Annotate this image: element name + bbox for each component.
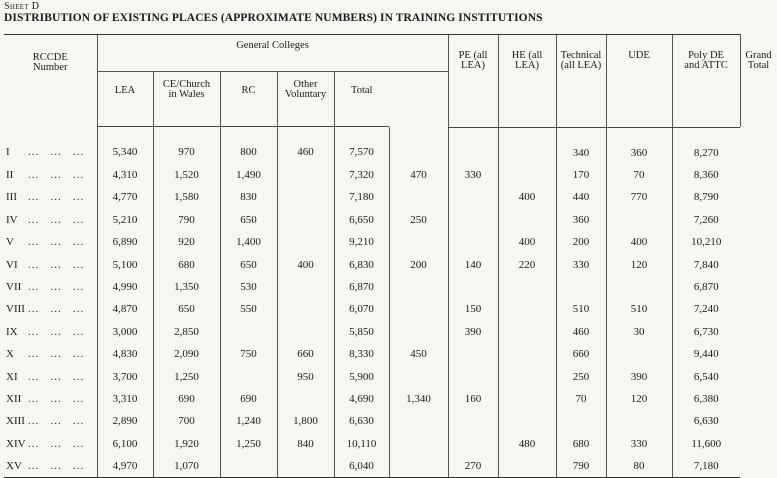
cell-total: 6,070	[334, 298, 389, 320]
cell-pe: 450	[389, 343, 448, 365]
rccde-numeral: III	[6, 191, 17, 204]
cell-grand-total: 7,840	[672, 253, 740, 275]
table-row	[4, 209, 740, 231]
leader-dots: ... ... ...	[28, 437, 85, 450]
cell-technical: 400	[498, 186, 556, 208]
cell-technical: 480	[498, 433, 556, 455]
cell-total: 6,870	[334, 276, 389, 298]
cell-he	[448, 365, 498, 387]
cell-grand-total: 8,270	[672, 127, 740, 164]
cell-lea: 3,700	[97, 365, 153, 387]
cell-ce-church: 1,350	[153, 276, 220, 298]
table-row	[4, 164, 740, 186]
cell-grand-total: 6,730	[672, 321, 740, 343]
cell-rc: 1,240	[220, 410, 277, 432]
table-body	[4, 127, 740, 478]
cell-grand-total: 11,600	[672, 433, 740, 455]
cell-pe	[389, 365, 448, 387]
cell-ude: 360	[556, 209, 606, 231]
cell-he: 270	[448, 455, 498, 478]
leader-dots: ... ... ...	[28, 258, 85, 271]
cell-lea: 5,210	[97, 209, 153, 231]
cell-technical	[498, 410, 556, 432]
cell-pe	[389, 127, 448, 164]
col-rccde: RCCDE Number	[4, 35, 97, 127]
cell-lea: 5,340	[97, 127, 153, 164]
cell-total: 4,690	[334, 388, 389, 410]
cell-he	[448, 276, 498, 298]
cell-grand-total: 6,630	[672, 410, 740, 432]
leader-dots: ... ... ...	[28, 169, 85, 182]
cell-ce-church: 2,850	[153, 321, 220, 343]
cell-ce-church: 1,580	[153, 186, 220, 208]
cell-grand-total: 8,790	[672, 186, 740, 208]
table-row	[4, 321, 740, 343]
places-table: RCCDE Number General Colleges PE (all LEA) HE (all LEA) Technical (all LEA) UDE Poly DE and ATTC Grand Total LEA CE/Church in Wales RC Other Voluntary Total I ... ... ... 5,340 970 800 460 7,570 340 360 8,270 II ... ... ... 4,310 1,520 1,490 7,320 470 330 170 70 8,360 III ... ... ... 4,770 1,580 830 7,180 400 440 770 8,790 IV ... ... ... 5,210 790 650 6,650 250 360 7,260 V ... ... ... 6,890 920 1,400 9,210 400 200 400 10,210 VI ... ... ... 5,100 680 650 400 6,830 200 140 220 330 120 7,840 VII ... ... ... 4,990 1,350 530 6,870 6,870 VIII ... ... ... 4,870 650 550 6,070 150 510 510 7,240 IX ... ... ... 3,000 2,850 5,850 390 460 30 6,730 X ... ... ... 4,830 2,090 750 660 8,330 450 660 9,440 XI ... ... ... 3,700 1,250 950 5,900 250 390 6,540 XII ... ... ... 3,310 690 690 4,690 1,340 160 70 120 6,380 XIII ... ... ... 2,890 700 1,240 1,800 6,630 6,630 XIV ... ... ... 6,100 1,920 1,250 840 10,110 480 680 330 11,600 XV ... ... ... 4,970 1,070 6,040 270 790 80 7,180	[4, 34, 740, 478]
col-pe: PE (all LEA)	[448, 35, 498, 127]
cell-poly	[606, 410, 672, 432]
col-ce-church: CE/Church in Wales	[153, 72, 220, 127]
cell-pe	[389, 455, 448, 478]
cell-grand-total: 7,240	[672, 298, 740, 320]
cell-total: 9,210	[334, 231, 389, 253]
cell-total: 7,570	[334, 127, 389, 164]
cell-technical: 220	[498, 253, 556, 275]
cell-other-voluntary	[277, 164, 334, 186]
cell-other-voluntary	[277, 455, 334, 478]
cell-rccde	[4, 343, 97, 365]
leader-dots: ... ... ...	[28, 325, 85, 338]
cell-total: 7,180	[334, 186, 389, 208]
leader-dots: ... ... ...	[28, 348, 85, 361]
cell-lea: 4,310	[97, 164, 153, 186]
cell-technical	[498, 321, 556, 343]
cell-technical	[498, 127, 556, 164]
cell-rccde	[4, 410, 97, 432]
cell-pe	[389, 433, 448, 455]
cell-rc	[220, 455, 277, 478]
leader-dots: ... ... ...	[28, 303, 85, 316]
cell-lea: 6,100	[97, 433, 153, 455]
cell-he: 140	[448, 253, 498, 275]
rccde-numeral: V	[6, 236, 14, 249]
cell-rccde	[4, 253, 97, 275]
leader-dots: ... ... ...	[28, 146, 85, 159]
col-total: Total	[334, 72, 389, 127]
cell-he	[448, 186, 498, 208]
cell-rccde	[4, 276, 97, 298]
cell-pe: 200	[389, 253, 448, 275]
cell-grand-total: 9,440	[672, 343, 740, 365]
table-row	[4, 231, 740, 253]
cell-lea: 3,000	[97, 321, 153, 343]
cell-ude	[556, 276, 606, 298]
cell-ce-church: 680	[153, 253, 220, 275]
col-technical: Technical (all LEA)	[556, 35, 606, 127]
cell-total: 6,830	[334, 253, 389, 275]
sheet-label: Sheet D	[4, 1, 40, 12]
cell-poly: 510	[606, 298, 672, 320]
cell-rccde	[4, 298, 97, 320]
cell-other-voluntary	[277, 276, 334, 298]
table-row	[4, 433, 740, 455]
cell-rc: 830	[220, 186, 277, 208]
rccde-numeral: IV	[6, 213, 18, 226]
cell-grand-total: 8,360	[672, 164, 740, 186]
cell-pe	[389, 276, 448, 298]
col-he: HE (all LEA)	[498, 35, 556, 127]
cell-lea: 6,890	[97, 231, 153, 253]
cell-technical: 400	[498, 231, 556, 253]
rccde-numeral: XI	[6, 370, 18, 383]
cell-technical	[498, 388, 556, 410]
cell-ce-church: 650	[153, 298, 220, 320]
cell-poly: 400	[606, 231, 672, 253]
cell-poly: 70	[606, 164, 672, 186]
cell-grand-total: 6,870	[672, 276, 740, 298]
cell-grand-total: 6,540	[672, 365, 740, 387]
col-ude: UDE	[606, 35, 672, 127]
cell-rc: 800	[220, 127, 277, 164]
cell-other-voluntary: 840	[277, 433, 334, 455]
cell-ude: 790	[556, 455, 606, 478]
cell-ude: 440	[556, 186, 606, 208]
leader-dots: ... ... ...	[28, 236, 85, 249]
cell-pe	[389, 186, 448, 208]
table-row	[4, 365, 740, 387]
cell-ce-church: 790	[153, 209, 220, 231]
cell-he	[448, 127, 498, 164]
cell-other-voluntary: 400	[277, 253, 334, 275]
cell-poly: 80	[606, 455, 672, 478]
cell-total: 5,850	[334, 321, 389, 343]
leader-dots: ... ... ...	[28, 392, 85, 405]
cell-technical	[498, 455, 556, 478]
cell-rccde	[4, 209, 97, 231]
document-title: DISTRIBUTION OF EXISTING PLACES (APPROXIMATE NUMBERS) IN TRAINING INSTITUTIONS	[4, 12, 543, 24]
cell-poly: 360	[606, 127, 672, 164]
cell-poly: 120	[606, 253, 672, 275]
cell-total: 6,650	[334, 209, 389, 231]
cell-rc: 690	[220, 388, 277, 410]
cell-other-voluntary: 460	[277, 127, 334, 164]
cell-rc: 750	[220, 343, 277, 365]
cell-rccde	[4, 186, 97, 208]
cell-ude: 460	[556, 321, 606, 343]
cell-poly: 770	[606, 186, 672, 208]
cell-he	[448, 231, 498, 253]
col-other-voluntary: Other Voluntary	[277, 72, 334, 127]
rccde-numeral: IX	[6, 325, 18, 338]
cell-technical	[498, 343, 556, 365]
cell-ce-church: 690	[153, 388, 220, 410]
cell-ude: 250	[556, 365, 606, 387]
table-row	[4, 127, 740, 164]
cell-poly: 30	[606, 321, 672, 343]
leader-dots: ... ... ...	[28, 460, 85, 473]
cell-ude: 340	[556, 127, 606, 164]
cell-he: 150	[448, 298, 498, 320]
cell-grand-total: 7,180	[672, 455, 740, 478]
leader-dots: ... ... ...	[28, 191, 85, 204]
cell-he: 390	[448, 321, 498, 343]
cell-lea: 4,970	[97, 455, 153, 478]
col-general-colleges: General Colleges	[97, 35, 448, 72]
cell-he	[448, 410, 498, 432]
rccde-numeral: VI	[6, 258, 18, 271]
cell-ude: 170	[556, 164, 606, 186]
cell-rccde	[4, 455, 97, 478]
cell-ce-church: 1,920	[153, 433, 220, 455]
rccde-numeral: VII	[6, 281, 22, 294]
cell-ce-church: 1,070	[153, 455, 220, 478]
table-row	[4, 276, 740, 298]
col-rc: RC	[220, 72, 277, 127]
cell-lea: 3,310	[97, 388, 153, 410]
cell-other-voluntary	[277, 298, 334, 320]
cell-ce-church: 700	[153, 410, 220, 432]
cell-lea: 5,100	[97, 253, 153, 275]
cell-ce-church: 1,520	[153, 164, 220, 186]
cell-rc	[220, 321, 277, 343]
cell-technical	[498, 276, 556, 298]
cell-poly	[606, 276, 672, 298]
cell-grand-total: 10,210	[672, 231, 740, 253]
cell-other-voluntary: 950	[277, 365, 334, 387]
cell-technical	[498, 298, 556, 320]
cell-he	[448, 343, 498, 365]
cell-other-voluntary	[277, 388, 334, 410]
cell-rc: 650	[220, 209, 277, 231]
cell-rccde	[4, 388, 97, 410]
cell-ude: 510	[556, 298, 606, 320]
cell-rccde	[4, 321, 97, 343]
cell-grand-total: 6,380	[672, 388, 740, 410]
cell-rc: 1,400	[220, 231, 277, 253]
cell-pe: 1,340	[389, 388, 448, 410]
col-poly: Poly DE and ATTC	[672, 35, 740, 127]
cell-other-voluntary	[277, 209, 334, 231]
cell-other-voluntary: 1,800	[277, 410, 334, 432]
cell-ce-church: 970	[153, 127, 220, 164]
cell-pe: 470	[389, 164, 448, 186]
table-row	[4, 298, 740, 320]
cell-technical	[498, 365, 556, 387]
cell-pe	[389, 298, 448, 320]
leader-dots: ... ... ...	[28, 281, 85, 294]
cell-pe: 250	[389, 209, 448, 231]
table-row	[4, 253, 740, 275]
cell-ude: 200	[556, 231, 606, 253]
cell-poly: 330	[606, 433, 672, 455]
cell-he: 330	[448, 164, 498, 186]
rccde-numeral: I	[6, 146, 10, 159]
rccde-numeral: XIII	[6, 415, 25, 428]
cell-other-voluntary	[277, 231, 334, 253]
cell-other-voluntary	[277, 186, 334, 208]
cell-total: 6,040	[334, 455, 389, 478]
cell-grand-total: 7,260	[672, 209, 740, 231]
cell-total: 7,320	[334, 164, 389, 186]
cell-total: 10,110	[334, 433, 389, 455]
cell-he	[448, 209, 498, 231]
cell-lea: 2,890	[97, 410, 153, 432]
rccde-numeral: XII	[6, 392, 22, 405]
rccde-numeral: XIV	[6, 437, 26, 450]
cell-ce-church: 2,090	[153, 343, 220, 365]
table-row	[4, 455, 740, 478]
rccde-numeral: X	[6, 348, 14, 361]
cell-other-voluntary	[277, 321, 334, 343]
cell-total: 8,330	[334, 343, 389, 365]
cell-ce-church: 920	[153, 231, 220, 253]
cell-rccde	[4, 231, 97, 253]
cell-lea: 4,770	[97, 186, 153, 208]
cell-rccde	[4, 127, 97, 164]
cell-pe	[389, 410, 448, 432]
cell-lea: 4,830	[97, 343, 153, 365]
cell-poly	[606, 209, 672, 231]
cell-pe	[389, 321, 448, 343]
cell-poly: 390	[606, 365, 672, 387]
cell-technical	[498, 209, 556, 231]
table-row	[4, 388, 740, 410]
cell-ude: 330	[556, 253, 606, 275]
cell-ude: 70	[556, 388, 606, 410]
cell-rc: 1,490	[220, 164, 277, 186]
cell-rc: 1,250	[220, 433, 277, 455]
col-lea: LEA	[97, 72, 153, 127]
cell-lea: 4,870	[97, 298, 153, 320]
cell-he: 160	[448, 388, 498, 410]
table-row	[4, 186, 740, 208]
cell-other-voluntary: 660	[277, 343, 334, 365]
rccde-numeral: VIII	[6, 303, 25, 316]
table-row	[4, 410, 740, 432]
cell-rc: 550	[220, 298, 277, 320]
cell-ude: 680	[556, 433, 606, 455]
cell-pe	[389, 231, 448, 253]
cell-poly	[606, 343, 672, 365]
cell-ce-church: 1,250	[153, 365, 220, 387]
leader-dots: ... ... ...	[28, 370, 85, 383]
rccde-numeral: II	[6, 169, 14, 182]
cell-rccde	[4, 365, 97, 387]
cell-he	[448, 433, 498, 455]
leader-dots: ... ... ...	[28, 213, 85, 226]
table-row	[4, 343, 740, 365]
rccde-numeral: XV	[6, 460, 22, 473]
cell-rc: 650	[220, 253, 277, 275]
cell-rccde	[4, 433, 97, 455]
cell-rc: 530	[220, 276, 277, 298]
cell-total: 5,900	[334, 365, 389, 387]
cell-lea: 4,990	[97, 276, 153, 298]
cell-rccde	[4, 164, 97, 186]
cell-total: 6,630	[334, 410, 389, 432]
leader-dots: ... ... ...	[28, 415, 85, 428]
cell-ude	[556, 410, 606, 432]
cell-ude: 660	[556, 343, 606, 365]
cell-rc	[220, 365, 277, 387]
cell-poly: 120	[606, 388, 672, 410]
cell-technical	[498, 164, 556, 186]
